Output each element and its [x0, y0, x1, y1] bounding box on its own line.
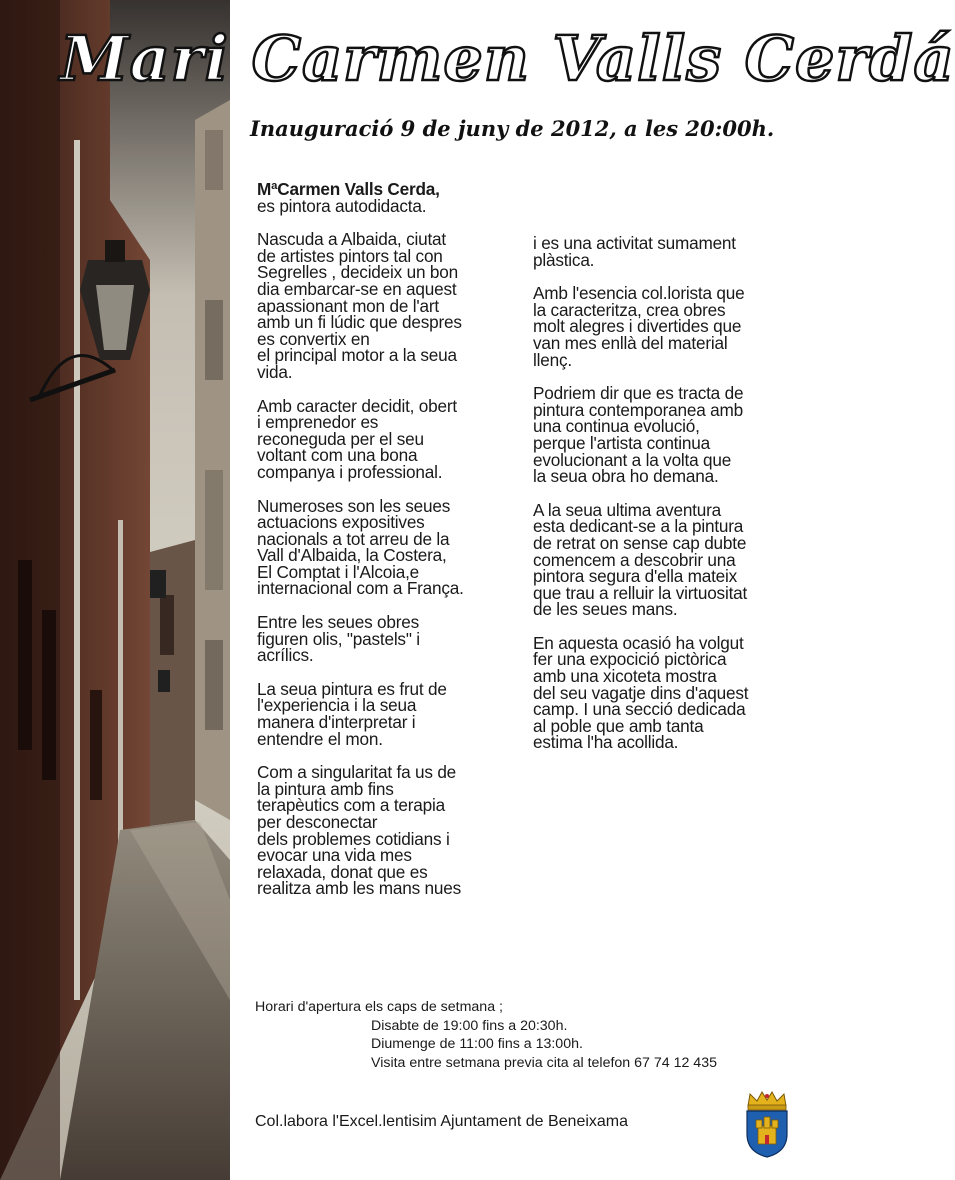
paragraph: Numeroses son les seues actuacions expositives nacionals a tot arreu de la Vall d'Albaida, la Costera, El Comptat i l'Alcoia,e internacional com a França.: [257, 495, 464, 599]
inauguration-date: Inauguració 9 de juny de 2012, a les 20:00h.: [250, 116, 775, 141]
paragraph: Podriem dir que es tracta de pintura contemporanea amb una continua evolució, perque l'artista continua evolucionant a la volta que la seua obra ho demana.: [533, 383, 744, 487]
opening-hours-heading: Horari d'apertura els caps de setmana ;: [255, 999, 503, 1015]
collaboration-note: Col.labora l'Excel.lentisim Ajuntament de Beneixama: [255, 1113, 629, 1130]
paragraph: En aquesta ocasió ha volgut fer una expocició pictòrica amb una xicoteta mostra del seu vagatje dins d'aquest camp. I una secció dedicada al poble que amb tanta estima l'ha acollida.: [533, 632, 749, 753]
opening-hours-sunday: Diumenge de 11:00 fins a 13:00h.: [371, 1036, 583, 1052]
paragraph: Com a singularitat fa us de la pintura amb fins terapèutics com a terapia per desconectar dels problemes cotidians i evocar una vida mes relaxada, donat que es realitza amb les mans nues: [257, 762, 462, 899]
opening-hours-weekday-visit: Visita entre setmana previa cita al telefon 67 74 12 435: [371, 1054, 717, 1071]
paragraph: Amb caracter decidit, obert i emprenedor es reconeguda per el seu voltant com una bona companya i professional.: [257, 395, 457, 482]
artist-intro-text: es pintora autodidacta.: [257, 195, 427, 216]
paragraph: La seua pintura es frut de l'experiencia i la seua manera d'interpretar i entendre el mon.: [257, 678, 447, 749]
opening-hours-saturday: Disabte de 19:00 fins a 20:30h.: [371, 1017, 568, 1034]
paragraph: A la seua ultima aventura esta dedicant-se a la pintura de retrat on sense cap dubte comencem a descobrir una pintora segura d'ella mateix que trau a relluir la virtuositat de les seues mans.: [533, 499, 748, 620]
artist-title: Mari Carmen Valls Cerdá: [60, 22, 955, 95]
text-column-right: [533, 235, 799, 768]
paragraph: Nascuda a Albaida, ciutat de artistes pintors tal con Segrelles , decideix un bon dia embarcar-se en aquest apassionant mon de l'art amb un fi lúdic que despres es convertix en el principal motor a la seua vida.: [257, 229, 462, 382]
text-column-left: [257, 181, 529, 914]
town-crest-icon: [742, 1090, 792, 1158]
paragraph: Entre les seues obres figuren olis, "pastels" i acrílics.: [257, 612, 420, 666]
artist-name: MªCarmen Valls Cerda,: [257, 179, 440, 199]
paragraph: Amb l'esencia col.lorista que la caracteritza, crea obres molt alegres i divertides que van mes enllà del material llenç.: [533, 283, 745, 370]
artist-intro: [257, 181, 529, 214]
paragraph: i es una activitat sumament plàstica.: [533, 233, 736, 270]
street-painting: [0, 0, 230, 1180]
opening-hours: [255, 998, 795, 1072]
